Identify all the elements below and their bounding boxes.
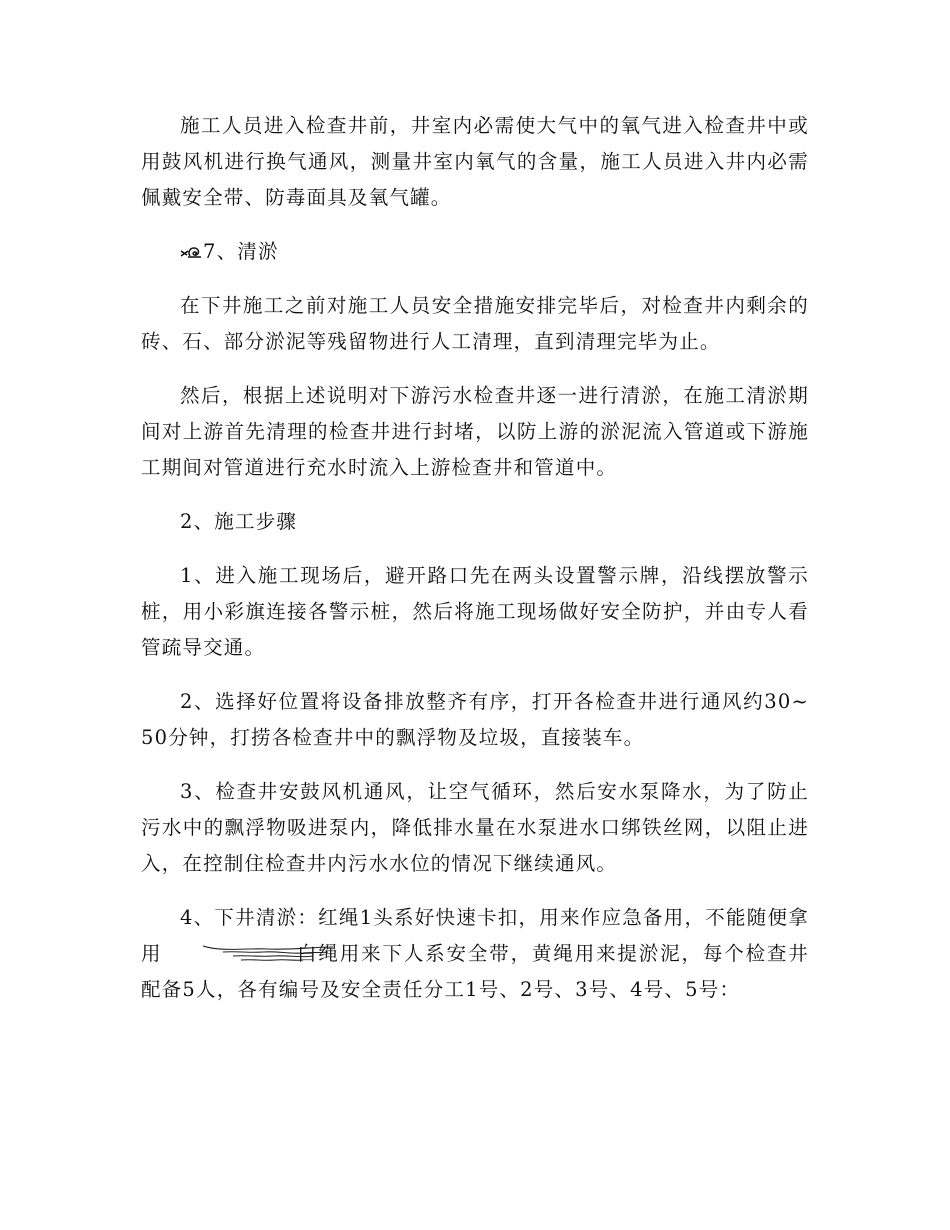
paragraph-downstream-dredging: 然后，根据上述说明对下游污水检查井逐一进行清淤，在施工清淤期间对上游首先清理的检查井进行封堵，以防上游的淤泥流入管道或下游施工期间对管道进行充水时流入上游检查井和管道中。: [141, 384, 809, 479]
paragraph-step-4: [141, 900, 809, 1008]
paragraph-step-1: 1、进入施工现场后，避开路口先在两头设置警示牌，沿线摆放警示桩，用小彩旗连接各警示桩，然后将施工现场做好安全防护，并由专人看管疏导交通。: [141, 564, 809, 659]
wavy-lines-icon: [164, 939, 294, 959]
section-heading-text: 7、清淤: [203, 240, 279, 263]
section-heading-steps: 2、施工步骤: [180, 510, 298, 533]
paragraph-step-2: 2、选择好位置将设备排放整齐有序，打开各检查井进行通风约30~50分钟，打捞各检查井中的飘浮物及垃圾，直接装车。: [141, 690, 809, 749]
step-4-text-start: 4、下井清淤：红绳1头系好快速卡扣，用来作应急备用，不能随便拿用: [141, 906, 809, 965]
step-4-text-end: 白绳用来下人系安全带，黄绳用来提淤泥，每个检查井配备5人，各有编号及安全责任分工1号、2号、3号、4号、5号：: [141, 942, 809, 1001]
document-body: [141, 108, 809, 1026]
section-heading-dredging: [141, 234, 809, 270]
paragraph-step-3: 3、检查井安鼓风机通风，让空气循环，然后安水泵降水，为了防止污水中的飘浮物吸进泵内，降低排水量在水泵进水口绑铁丝网，以阻止进入，在控制住检查井内污水水位的情况下继续通风。: [141, 780, 809, 875]
snail-glyph-icon: [180, 236, 202, 252]
paragraph-ventilation: 施工人员进入检查井前，井室内必需使大气中的氧气进入检查井中或用鼓风机进行换气通风，测量井室内氧气的含量，施工人员进入井内必需佩戴安全带、防毒面具及氧气罐。: [141, 114, 809, 209]
paragraph-manual-cleanup: 在下井施工之前对施工人员安全措施安排完毕后，对检查井内剩余的砖、石、部分淤泥等残留物进行人工清理，直到清理完毕为止。: [141, 294, 809, 353]
